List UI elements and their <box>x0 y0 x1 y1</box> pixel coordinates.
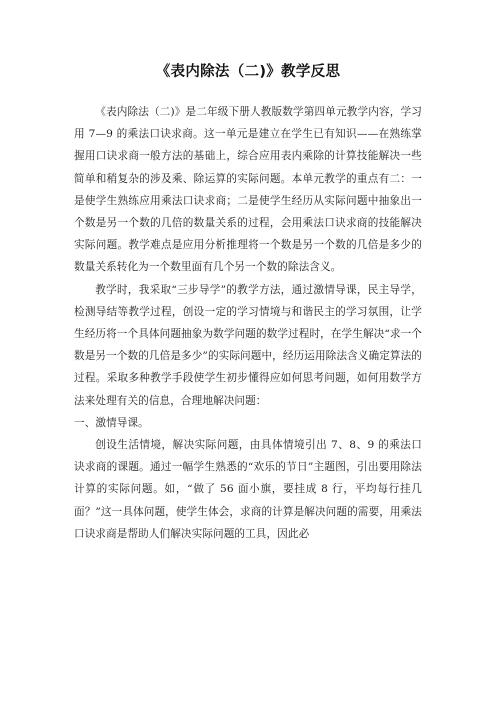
document-body <box>74 101 422 545</box>
document-title: 《表内除法（二)》教学反思 <box>155 64 341 80</box>
paragraph-context: 创设生活情境，解决实际问题，由具体情境引出 7、8、9 的乘法口诀求商的课题。通过一幅学生熟悉的“欢乐的节日”主题图，引出要用除法计算的实际问题。如，“做了 56 面小旗，要挂成 8 行，平均每行挂几面？”这一具体问题，使学生体会，求商的计算是解决问题的需要，用乘法口诀求商是帮助人们解决实际问题的工具，因此必 <box>74 439 422 540</box>
paragraph-intro: 《表内除法（二)》是二年级下册人教版数学第四单元教学内容，学习用 7—9 的乘法口诀求商。这一单元是建立在学生已有知识——在熟练掌握用口诀求商一般方法的基础上，综合应用表内乘除的计算技能解决一些简单和稍复杂的涉及乘、除运算的实际问题。本单元教学的重点有二：一是使学生熟练应用乘法口诀求商；二是使学生经历从实际问题中抽象出一个数是另一个数的几倍的数量关系的过程，会用乘法口诀求商的技能解决实际问题。教学难点是应用分析推理将一个数是另一个数的几倍是多少的数量关系转化为一个数里面有几个另一个数的除法含义。 <box>74 106 422 274</box>
paragraph-method: 教学时，我采取“三步导学”的教学方法，通过激情导课，民主导学，检测导结等教学过程，创设一定的学习情境与和谐民主的学习氛围，让学生经历将一个具体问题抽象为数学问题的数学过程时，在学生解决“求一个数是另一个数的几倍是多少”的实际问题中，经历运用除法含义确定算法的过程。采取多种教学手段使学生初步懂得应如何思考问题，如何用数学方法来处理有关的信息，合理地解决问题： <box>74 283 422 407</box>
section-heading: 一、激情导课。 <box>74 416 149 429</box>
